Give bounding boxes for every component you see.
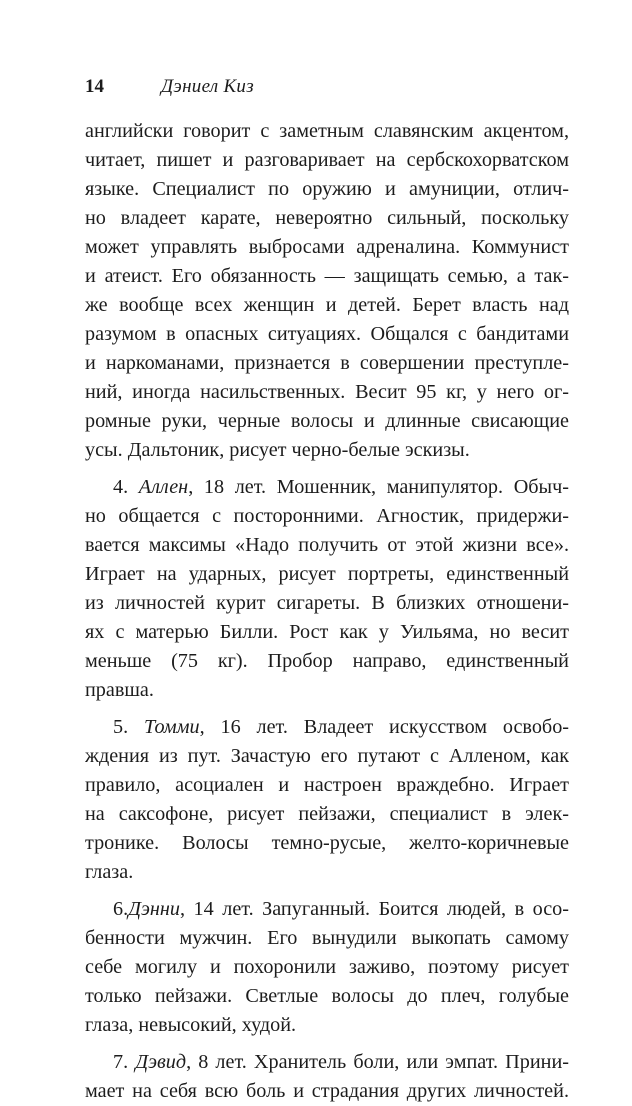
text-line: бенности мужчин. Его вынудили выкопать самому bbox=[85, 927, 569, 949]
text-line: но общается с посторонними. Агностик, придержи- bbox=[85, 505, 569, 527]
text-line: английски говорит с заметным славянским акцентом, bbox=[85, 120, 569, 142]
text-run: , 14 лет. Запуганный. Боится людей, в осо- bbox=[180, 898, 569, 920]
text-line: тронике. Волосы темно-русые, желто-коричневые bbox=[85, 832, 569, 854]
text-line: мает на себя всю боль и страдания других личностей. bbox=[85, 1080, 569, 1102]
paragraph-continuation bbox=[85, 117, 569, 465]
paragraph-danny bbox=[85, 895, 569, 1040]
page-number: 14 bbox=[85, 76, 104, 97]
paragraph-david bbox=[85, 1048, 569, 1106]
body-text bbox=[85, 117, 569, 1106]
text-line: и атеист. Его обязанность — защищать семью, а так- bbox=[85, 265, 569, 287]
text-line bbox=[85, 1048, 569, 1077]
text-line: себе могилу и похоронили заживо, поэтому рисует bbox=[85, 956, 569, 978]
text-run: , 18 лет. Мошенник, манипулятор. Обыч- bbox=[188, 476, 569, 498]
text-line: языке. Специалист по оружию и амуниции, отлич- bbox=[85, 178, 569, 200]
item-number: 4. bbox=[113, 476, 129, 498]
text-run: , 8 лет. Хранитель боли, или эмпат. Прини- bbox=[186, 1051, 569, 1073]
personality-name: Аллен bbox=[138, 476, 189, 498]
text-line bbox=[85, 895, 569, 924]
text-line: ромные руки, черные волосы и длинные свисающие bbox=[85, 410, 569, 432]
text-line: правша. bbox=[85, 679, 154, 701]
text-line: же вообще всех женщин и детей. Берет власть над bbox=[85, 294, 569, 316]
text-line: усы. Дальтоник, рисует черно-белые эскизы. bbox=[85, 439, 470, 461]
text-line: читает, пишет и разговаривает на сербскохорватском bbox=[85, 149, 569, 171]
paragraph-tommy bbox=[85, 713, 569, 887]
text-run: , 16 лет. Владеет искусством освобо- bbox=[199, 716, 569, 738]
personality-name: Дэнни bbox=[128, 898, 181, 920]
text-line: из личностей курит сигареты. В близких отношени- bbox=[85, 592, 569, 614]
text-line: ний, иногда насильственных. Весит 95 кг, у него ог- bbox=[85, 381, 569, 403]
text-line: на саксофоне, рисует пейзажи, специалист в элек- bbox=[85, 803, 569, 825]
text-line: Играет на ударных, рисует портреты, единственный bbox=[85, 563, 569, 585]
text-line: правило, асоциален и настроен враждебно. Играет bbox=[85, 774, 569, 796]
text-line: меньше (75 кг). Пробор направо, единственный bbox=[85, 650, 569, 672]
text-line: только пейзажи. Светлые волосы до плеч, голубые bbox=[85, 985, 569, 1007]
text-line bbox=[85, 713, 569, 742]
text-line bbox=[85, 473, 569, 502]
text-line: может управлять выбросами адреналина. Коммунист bbox=[85, 236, 569, 258]
text-line: разумом в опасных ситуациях. Общался с бандитами bbox=[85, 323, 569, 345]
item-number: 5. bbox=[113, 716, 129, 738]
personality-name: Томми bbox=[143, 716, 200, 738]
text-line: глаза, невысокий, худой. bbox=[85, 1014, 297, 1036]
running-title: Дэниел Киз bbox=[161, 76, 254, 97]
item-number: 6. bbox=[113, 898, 129, 920]
text-line: и наркоманами, признается в совершении преступле- bbox=[85, 352, 569, 374]
text-line: ях с матерью Билли. Рост как у Уильяма, но весит bbox=[85, 621, 569, 643]
text-line: но владеет карате, невероятно сильный, поскольку bbox=[85, 207, 569, 229]
text-line: вается максимы «Надо получить от этой жизни все». bbox=[85, 534, 569, 556]
personality-name: Дэвид bbox=[135, 1051, 187, 1073]
text-line: ждения из пут. Зачастую его путают с Алленом, как bbox=[85, 745, 569, 767]
item-number: 7. bbox=[113, 1051, 129, 1073]
text-line: глаза. bbox=[85, 861, 134, 883]
running-head bbox=[85, 74, 565, 100]
paragraph-allen bbox=[85, 473, 569, 705]
